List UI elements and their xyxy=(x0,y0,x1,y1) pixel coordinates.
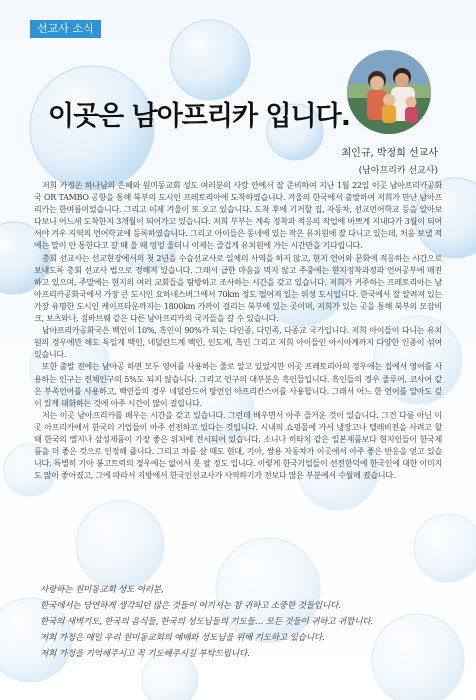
paragraph: 총회 선교사는 선교현장에서의 첫 2년을 수습선교사로 일체의 사역을 하지 않고, 현지 언어와 문화에 적응하는 시간으로 보내도록 총회 선교사 법으로 정해져 있습니다. 그래서 급한 마음을 먹지 않고 주중에는 현지정착과정과 언어공부에 매진하고 있으며, 주말에는 현지의 여러 교회들을 탐방하고 조사하는 시간을 갖고 있습니다. 저희가 거주하는 프레토리아는 남아프리카공화국에서 가장 큰 도시인 요하네스버그에서 70km 정도 떨어져 있는 위성 도시입니다. 한국에서 잘 알려져 있는 가장 유명한 도시인 케이프타운까지는 1800km 가까이 걸리는 북부에 있는 곳이며, 저희가 있는 곳을 통해 북부의 모잠비크, 보츠와나, 짐바브웨 같은 다른 남아프리카의 국가들을 갈 수 있습니다. xyxy=(34,253,442,324)
closing-line: 저희 가정은 매일 우리 원미동교회의 예배와 성도님을 위해 기도하고 있습니다. xyxy=(40,633,325,643)
article-body xyxy=(34,180,442,482)
article-title: 이곳은 남아프리카 입니다. xyxy=(48,101,350,132)
family-photo xyxy=(347,50,431,134)
paragraph: 저희 가정은 하나님의 은혜와 원미동교회 성도 여러분의 사랑 안에서 잘 준비하여 지난 1월 22일 이곳 남아프리카공화국 OR TAMBO 공항을 통해 북부의 도시인 프레토리아에 도착하였습니다. 겨울의 한국에서 출발하여 저희가 만난 남아프리카는 한여름이었습니다. 그리고 이제 겨울이 또 오고 있습니다. 도착 후에 기거할 집, 자동차, 선교언어학교 등을 알아보다보니 어느새 도착한지 3개월이 되어가고 있습니다. 저희 부부는 계속 정착과 적응의 작업에 바쁘게 지내다가 3월이 되어서야 겨우 지역의 언어학교에 등록하였습니다. 그리고 아이들은 동네에 있는 작은 유치원에 잘 다니고 있는데, 처음 보낼 적에는 말이 안 통한다고 갈 때 울 때 엉엉 울더니 이제는 즐겁게 유치원에 가는 시간만을 기다립니다. xyxy=(34,181,442,251)
author-role: (남아프리카 선교사) xyxy=(358,166,438,176)
closing-line: 저희 가정을 기억해주시고 꼭 기도해주시길 부탁드립니다. xyxy=(40,649,250,659)
author-name: 최인규, 박정희 선교사 xyxy=(341,148,438,159)
paragraph: 또한 출발 전에는 남아공 하면 모두 영어를 사용하는 줄로 알고 있었지만 이곳 프레토리아의 경우에는 집에서 영어를 사용하는 인구는 전체인구의 5%도 되지 않습니다. 그리고 인구의 대부분은 흑인들입니다. 흑인들의 경우 줄루어, 코사어 같은 부족언어를 사용하고, 백인들의 경우 네덜란드어 방언인 아프리칸스어를 사용합니다. 그래서 어느 한 언어를 알아도 깊이 있게 대화하는 것에 아주 시간이 많이 걸립니다. xyxy=(34,362,442,408)
closing-message xyxy=(40,582,440,662)
closing-line: 한국의 새벽기도, 한국의 음식들, 한국의 성도님들의 기도들… 모든 것들이 귀하고 귀합니다. xyxy=(40,617,373,627)
section-tag: 선교사 소식 xyxy=(30,20,101,38)
closing-line: 한국에서는 당연하게 생각되던 많은 것들이 여기서는 참 귀하고 소중한 것들입니다. xyxy=(40,601,341,611)
paragraph: 남아프리카공화국은 백인이 10%, 흑인이 90%가 되는 다인종, 다민족, 다종교 국가입니다. 저희 아이들이 다니는 유치원의 경우에만 해도 독일계 백인, 네덜란드계 백인, 인도계, 흑인 그리고 저희 아이들인 아시아계까지 다양한 인종이 섞여 있습니다. xyxy=(34,326,442,360)
author-block xyxy=(342,144,438,176)
closing-line: 사랑하는 원미동교회 성도 여러분, xyxy=(40,585,164,595)
paragraph: 저는 이곳 남아프리카를 배우는 시간을 갖고 있습니다. 그런데 배우면서 아주 즐거운 것이 있습니다. 그건 다름 아닌 이곳 아프리카에서 한국의 기업들이 아주 선전하고 있다는 것입니다. 시내의 쇼핑몰에 가서 냉장고나 텔레비전을 사려고 할 때 한국의 엘지나 삼성제품이 가장 좋은 위치에 전시되어 있습니다. 소니나 히타치 같은 일본제품보다 현지인들이 한국제품을 더 좋은 것으로 인정해 줍니다. 그리고 차를 살 때도 현대, 기아, 쌍용 자동차가 이곳에서 아주 좋은 반응을 얻고 있습니다. 특별히 기아 봉고트럭의 경우에는 없어서 못 팔 정도 입니다. 이렇게 한국기업들이 선전한덕에 한국인에 대한 이미지도 많이 좋아졌고, 그에 따라서 지방에서 한국인선교사가 사역하기가 전보다 많은 부분에서 수월해 졌습니다. xyxy=(34,410,442,481)
